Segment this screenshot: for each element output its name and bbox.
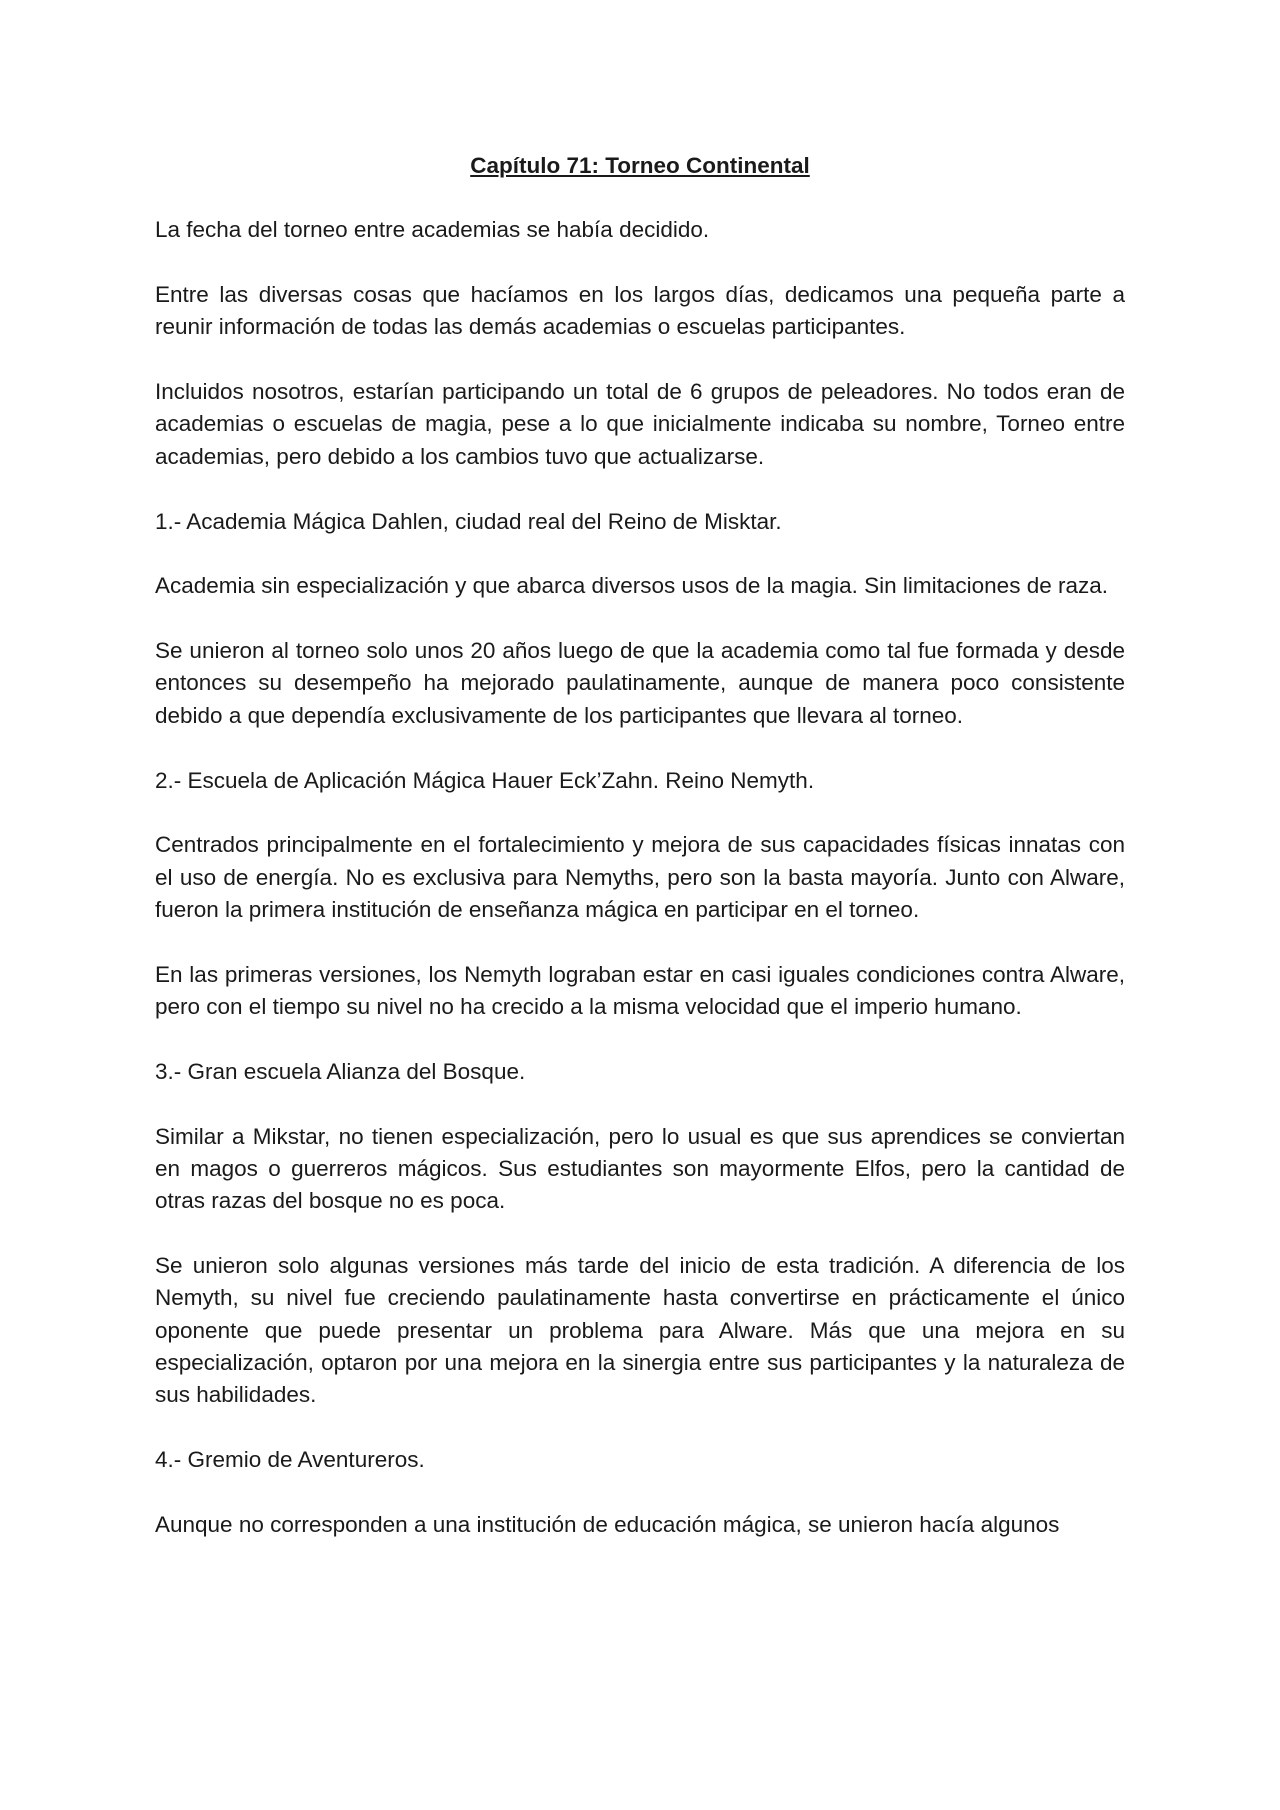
paragraph: Academia sin especialización y que abarca diversos usos de la magia. Sin limitaciones de raza.: [155, 573, 1108, 599]
section-heading-4: 4.- Gremio de Aventureros.: [155, 1447, 425, 1473]
document-body: [155, 150, 1125, 1574]
paragraph: La fecha del torneo entre academias se había decidido.: [155, 217, 710, 243]
paragraph: Se unieron al torneo solo unos 20 años luego de que la academia como tal fue formada y desde entonces su desempeño ha mejorado paulatinamente, aunque de manera poco consistente debido a que dependía exclusivamente de los participantes que llevara al torneo.: [155, 638, 1125, 728]
section-heading-3: 3.- Gran escuela Alianza del Bosque.: [155, 1058, 526, 1084]
paragraph: Entre las diversas cosas que hacíamos en los largos días, dedicamos una pequeña parte a reunir información de todas las demás academias o escuelas participantes.: [155, 282, 1125, 340]
section-heading-1: 1.- Academia Mágica Dahlen, ciudad real del Reino de Misktar.: [155, 508, 782, 534]
section-heading-2: 2.- Escuela de Aplicación Mágica Hauer Eck’Zahn. Reino Nemyth.: [155, 767, 815, 793]
paragraph: Aunque no corresponden a una institución de educación mágica, se unieron hacía algunos: [155, 1511, 1060, 1537]
paragraph: Se unieron solo algunas versiones más tarde del inicio de esta tradición. A diferencia de los Nemyth, su nivel fue creciendo paulatinamente hasta convertirse en prácticamente el único oponente que puede presentar un problema para Alware. Más que una mejora en su especialización, optaron por una mejora en la sinergia entre sus participantes y la naturaleza de sus habilidades.: [155, 1253, 1125, 1408]
chapter-title: Capítulo 71: Torneo Continental: [470, 153, 810, 178]
paragraph: Centrados principalmente en el fortalecimiento y mejora de sus capacidades físicas innatas con el uso de energía. No es exclusiva para Nemyths, pero son la basta mayoría. Junto con Alware, fueron la primera institución de enseñanza mágica en participar en el torneo.: [155, 832, 1125, 922]
paragraph: En las primeras versiones, los Nemyth lograban estar en casi iguales condiciones contra Alware, pero con el tiempo su nivel no ha crecido a la misma velocidad que el imperio humano.: [155, 961, 1125, 1020]
paragraph: Incluidos nosotros, estarían participando un total de 6 grupos de peleadores. No todos eran de academias o escuelas de magia, pese a lo que inicialmente indicaba su nombre, Torneo entre academias, pero debido a los cambios tuvo que actualizarse.: [155, 379, 1125, 469]
paragraph: Similar a Mikstar, no tienen especialización, pero lo usual es que sus aprendices se conviertan en magos o guerreros mágicos. Sus estudiantes son mayormente Elfos, pero la cantidad de otras razas del bosque no es poca.: [155, 1123, 1125, 1214]
